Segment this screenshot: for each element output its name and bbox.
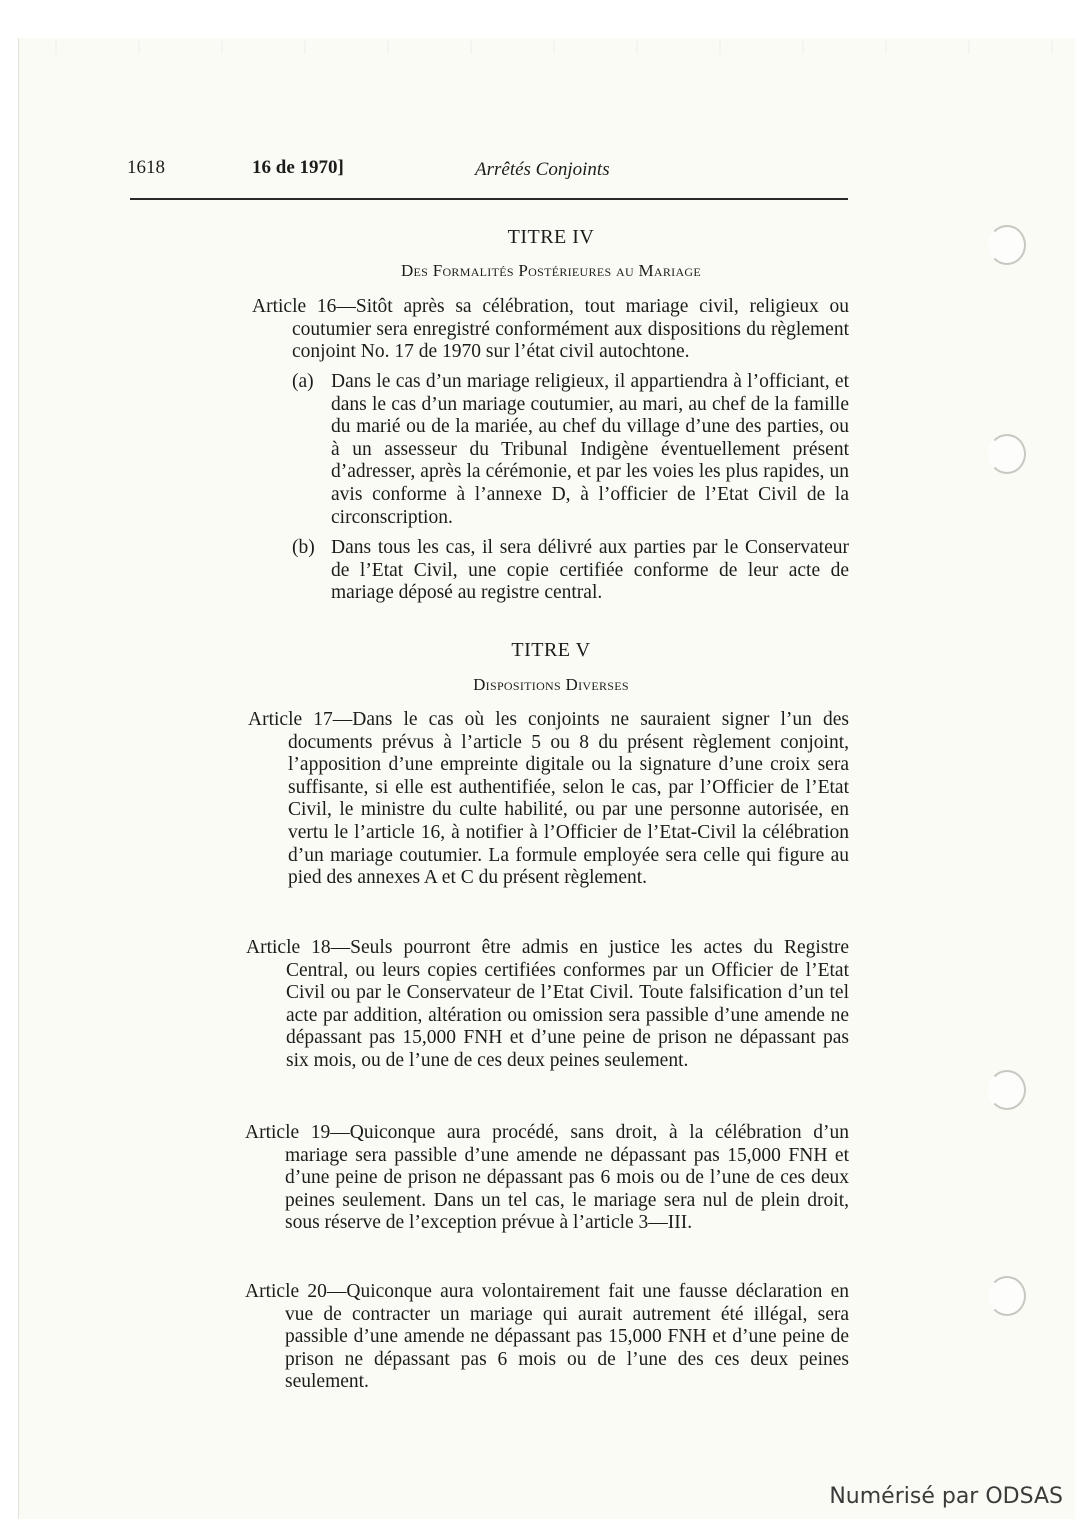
binder-hole	[988, 1276, 1026, 1316]
article-17: Article 17—Dans le cas où les conjoints ne sauraient signer l’un des documents prévus à l’article 5 ou 8 du présent règlement conjoint, l’apposition d’une empreinte digitale ou la signature d’une croix sera suffisante, si elle est authentifiée, selon le cas, par l’Officier de l’Etat Civil, le ministre du culte habilité, ou par une personne autorisée, en vertu le l’article 16, à notifier à l’Officier de l’Etat-Civil la célébration d’un mariage coutumier. La formule employée sera celle qui figure au pied des annexes A et C du présent règlement.	[248, 709, 849, 889]
article-16-para-a	[292, 371, 849, 529]
article-19: Article 19—Quiconque aura procédé, sans droit, à la célébration d’un mariage sera passible d’une amende ne dépassant pas 15,000 FNH et d’une peine de prison ne dépassant pas 6 mois ou de l’une de ces deux peines seulement. Dans un tel cas, le mariage sera nul de plein droit, sous réserve de l’exception prévue à l’article 3—III.	[245, 1122, 849, 1234]
article-16: Article 16—Sitôt après sa célébration, tout mariage civil, religieux ou coutumier sera enregistré conformément aux dispositions du règlement conjoint No. 17 de 1970 sur l’état civil autochtone.	[252, 296, 849, 363]
year-reference: 16 de 1970]	[252, 157, 344, 178]
titre-v-heading: TITRE V	[511, 639, 591, 661]
para-a-label: (a)	[292, 371, 314, 392]
titre-iv-subtitle: Des Formalités Postérieures au Mariage	[400, 261, 702, 280]
para-a-text: Dans le cas d’un mariage religieux, il appartiendra à l’officiant, et dans le cas d’un mariage coutumier, au mari, au chef de la famille du marié ou de la mariée, au chef du village d’une des parties, ou à un assesseur du Tribunal Indigène éventuellement présent d’adresser, après la cérémonie, et par les voies les plus rapides, un avis conforme à l’annexe D, à l’officier de l’Etat Civil de la circonscription.	[331, 371, 849, 528]
titre-iv-heading: TITRE IV	[507, 226, 595, 248]
digitized-by-note: Numérisé par ODSAS	[829, 1484, 1063, 1509]
binder-hole	[988, 434, 1026, 474]
article-20: Article 20—Quiconque aura volontairement fait une fausse déclaration en vue de contracter un mariage qui aurait autrement été illégal, sera passible d’une amende ne dépassant pas 15,000 FNH et d’une peine de prison ne dépassant pas 6 mois ou de l’une des ces deux peines seulement.	[245, 1281, 849, 1393]
binder-hole	[988, 1070, 1026, 1110]
running-title: Arrêtés Conjoints	[475, 159, 610, 180]
titre-v-subtitle: Dispositions Diverses	[473, 675, 629, 694]
para-b-text: Dans tous les cas, il sera délivré aux parties par le Conservateur de l’Etat Civil, une copie certifiée conforme de leur acte de mariage déposé au registre central.	[331, 537, 849, 604]
binder-hole	[988, 225, 1026, 265]
header-rule	[130, 198, 848, 200]
page-number: 1618	[127, 157, 165, 178]
article-16-para-b	[292, 537, 849, 605]
para-b-label: (b)	[292, 537, 315, 558]
article-18: Article 18—Seuls pourront être admis en justice les actes du Registre Central, ou leurs copies certifiées conformes par un Officier de l’Etat Civil ou par le Conservateur de l’Etat Civil. Toute falsification d’un tel acte par addition, altération ou omission sera passible d’une amende ne dépassant pas 15,000 FNH et d’une peine de prison ne dépassant pas six mois, ou de l’une de ces deux peines seulement.	[246, 937, 849, 1071]
torn-edge	[18, 40, 1075, 54]
